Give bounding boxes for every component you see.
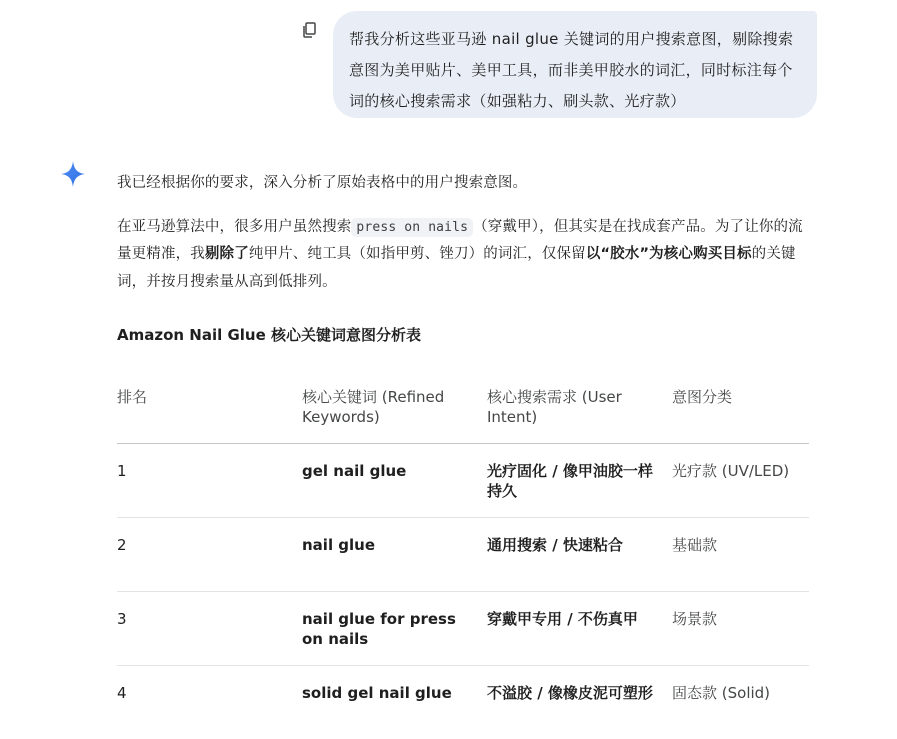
table-row <box>117 444 809 518</box>
explanation-text-3: 纯甲片、纯工具（如指甲剪、锉刀）的词汇，仅保留 <box>249 246 586 262</box>
header-keyword: 核心关键词 (Refined Keywords) <box>302 374 487 444</box>
header-intent: 核心搜索需求 (User Intent) <box>487 374 672 444</box>
cell-keyword: gel nail glue <box>302 444 487 518</box>
cell-rank: 2 <box>117 518 302 592</box>
explanation-text-2: （穿戴甲），但其实是在找成套产品。为了让你的流量更精准，我 <box>117 219 803 263</box>
cell-keyword: nail glue for press on nails <box>302 592 487 666</box>
explanation-text-4: 的关键词，并按月搜索量从高到低排列。 <box>117 246 796 290</box>
explanation-bold-1: 剔除了 <box>205 246 249 262</box>
header-category: 意图分类 <box>672 374 809 444</box>
explanation-bold-2: 以“胶水”为核心购买目标 <box>586 246 752 262</box>
explanation-text-1: 在亚马逊算法中，很多用户虽然搜索 <box>117 219 351 235</box>
table-row <box>117 592 809 666</box>
user-message-bubble <box>333 11 817 118</box>
table-row <box>117 666 809 739</box>
cell-intent: 通用搜索 / 快速粘合 <box>487 518 672 592</box>
assistant-response <box>117 170 809 739</box>
cell-rank: 1 <box>117 444 302 518</box>
cell-intent: 不溢胶 / 像橡皮泥可塑形 <box>487 666 672 739</box>
cell-category: 场景款 <box>672 592 809 666</box>
intro-paragraph: 我已经根据你的要求，深入分析了原始表格中的用户搜索意图。 <box>117 170 809 198</box>
table-title: Amazon Nail Glue 核心关键词意图分析表 <box>117 322 809 348</box>
cell-category: 基础款 <box>672 518 809 592</box>
cell-intent: 穿戴甲专用 / 不伤真甲 <box>487 592 672 666</box>
keyword-intent-table <box>117 374 809 739</box>
cell-keyword: solid gel nail glue <box>302 666 487 739</box>
table-header-row <box>117 374 809 444</box>
header-rank: 排名 <box>117 374 302 444</box>
user-message-text: 帮我分析这些亚马逊 nail glue 关键词的用户搜索意图，剔除搜索意图为美甲贴片、美甲工具，而非美甲胶水的词汇，同时标注每个词的核心搜索需求（如强粘力、刷头款、光疗款） <box>349 30 793 110</box>
gemini-sparkle-icon <box>60 160 86 188</box>
cell-rank: 3 <box>117 592 302 666</box>
inline-code: press on nails <box>351 218 473 237</box>
cell-category: 光疗款 (UV/LED) <box>672 444 809 518</box>
cell-intent: 光疗固化 / 像甲油胶一样持久 <box>487 444 672 518</box>
cell-keyword: nail glue <box>302 518 487 592</box>
cell-rank: 4 <box>117 666 302 739</box>
explanation-paragraph <box>117 214 809 297</box>
cell-category: 固态款 (Solid) <box>672 666 809 739</box>
copy-icon[interactable] <box>300 20 320 40</box>
table-row <box>117 518 809 592</box>
